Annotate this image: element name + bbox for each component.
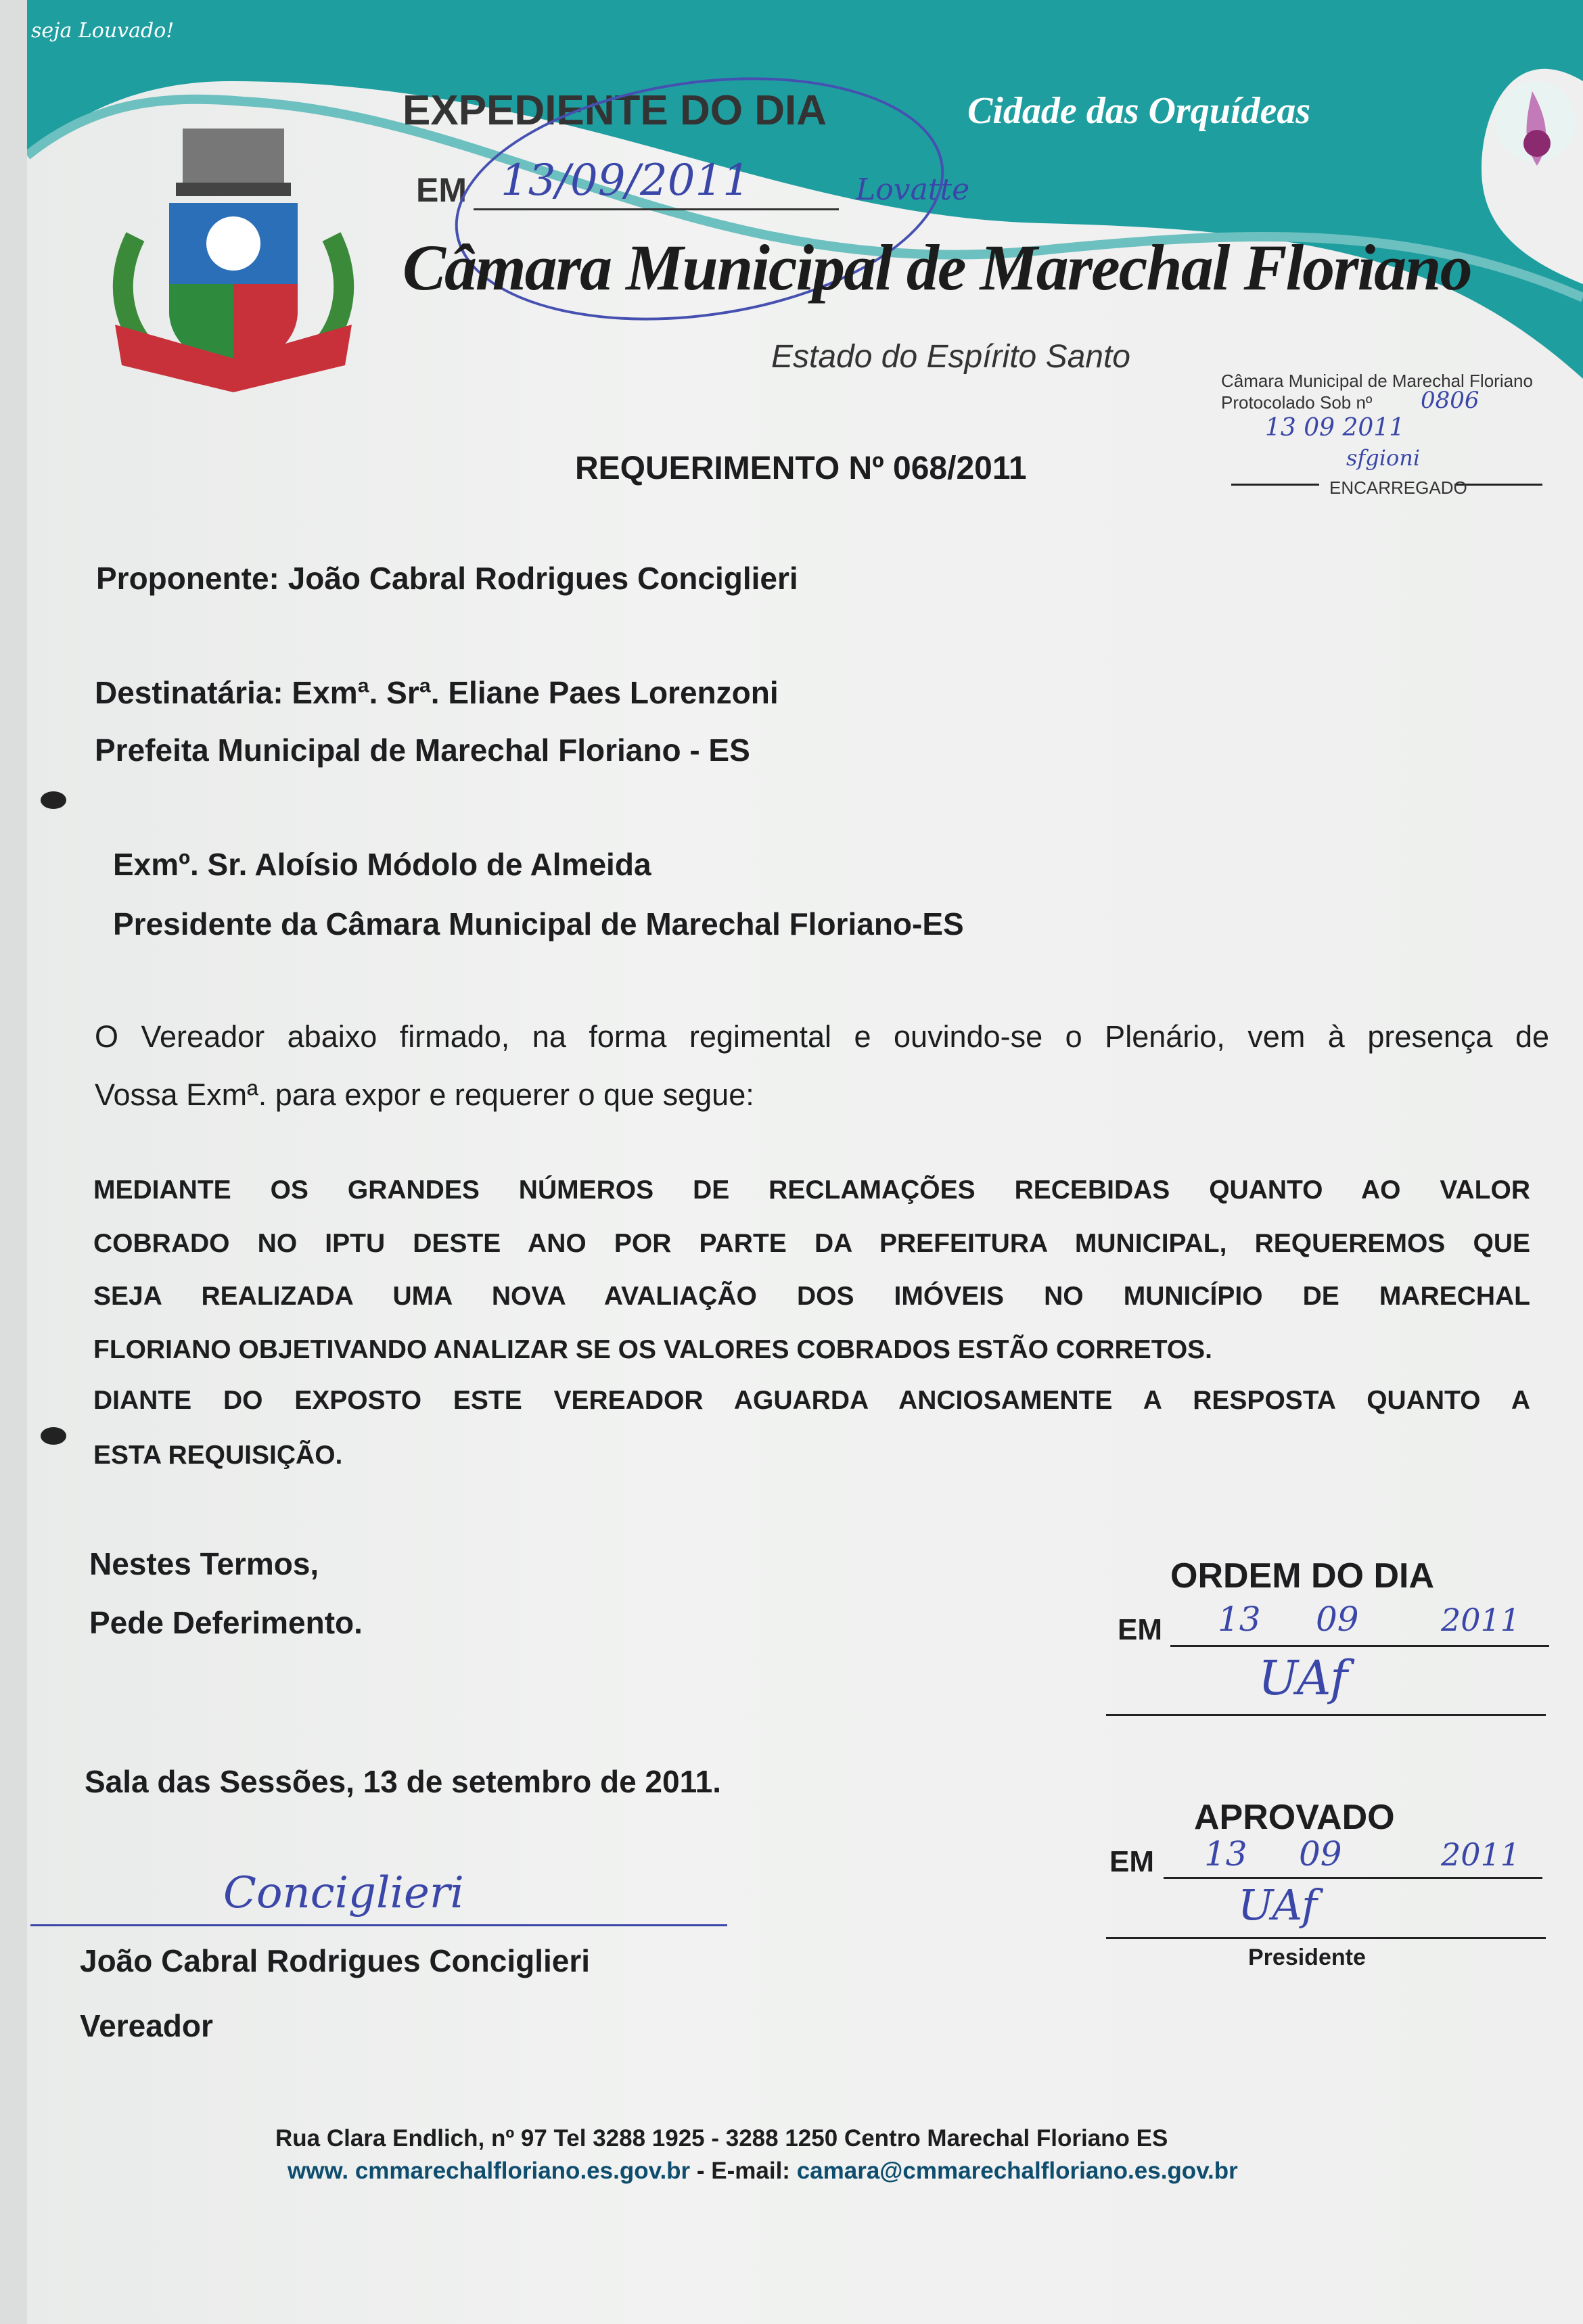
signer-name: João Cabral Rodrigues Conciglieri bbox=[80, 1943, 591, 1978]
aprovado-day: 13 bbox=[1204, 1834, 1247, 1874]
ordem-em: EM bbox=[1118, 1613, 1162, 1646]
aprovado-year: 2011 bbox=[1441, 1836, 1521, 1873]
aprovado-date-line bbox=[1164, 1877, 1542, 1879]
expediente-signature: Lovatte bbox=[856, 172, 970, 207]
expediente-label: EXPEDIENTE DO DIA bbox=[403, 87, 827, 134]
footer-email-label: - E-mail: bbox=[690, 2158, 797, 2184]
aprovado-signature: UAf bbox=[1238, 1880, 1317, 1930]
signature-line bbox=[30, 1924, 727, 1926]
punch-hole bbox=[41, 791, 66, 809]
ordem-do-dia-label: ORDEM DO DIA bbox=[1170, 1556, 1434, 1596]
expediente-date: 13/09/2011 bbox=[501, 156, 750, 206]
document-page bbox=[27, 0, 1583, 2324]
protocol-line1: Câmara Municipal de Marechal Floriano bbox=[1221, 371, 1533, 391]
document-title: REQUERIMENTO Nº 068/2011 bbox=[575, 450, 1027, 486]
copy-to: Exmº. Sr. Aloísio Módolo de Almeida bbox=[113, 847, 651, 882]
protocol-footer: ENCARREGADO bbox=[1329, 478, 1467, 498]
request-line: SEJA REALIZADA UMA NOVA AVALIAÇÃO DOS IMÓVEIS NO MUNICÍPIO DE MARECHAL bbox=[93, 1282, 1530, 1311]
ordem-signature-line bbox=[1106, 1714, 1546, 1716]
signer-role: Vereador bbox=[80, 2008, 213, 2043]
request-line: ESTA REQUISIÇÃO. bbox=[93, 1441, 343, 1470]
protocol-number: 0806 bbox=[1421, 387, 1479, 414]
aprovado-month: 09 bbox=[1299, 1834, 1342, 1874]
request-line: COBRADO NO IPTU DESTE ANO POR PARTE DA PREFEITURA MUNICIPAL, REQUEREMOS QUE bbox=[93, 1229, 1530, 1258]
closing-2: Pede Deferimento. bbox=[89, 1605, 363, 1640]
signer-signature: Conciglieri bbox=[223, 1868, 464, 1918]
closing-1: Nestes Termos, bbox=[89, 1546, 319, 1581]
footer-contact bbox=[288, 2158, 1238, 2185]
protocol-date: 13 09 2011 bbox=[1265, 414, 1405, 442]
request-line: MEDIANTE OS GRANDES NÚMEROS DE RECLAMAÇÕES RECEBIDAS QUANTO AO VALOR bbox=[93, 1176, 1530, 1205]
destinataria-role: Prefeita Municipal de Marechal Floriano - ES bbox=[95, 733, 750, 768]
footer-email[interactable]: camara@cmmarechalfloriano.es.gov.br bbox=[796, 2158, 1238, 2184]
slogan: Cidade das Orquídeas bbox=[967, 90, 1311, 132]
request-line: DIANTE DO EXPOSTO ESTE VEREADOR AGUARDA ANCIOSAMENTE A RESPOSTA QUANTO A bbox=[93, 1386, 1530, 1415]
ordem-signature: UAf bbox=[1258, 1650, 1348, 1706]
intro-line-1: O Vereador abaixo firmado, na forma regimental e ouvindo-se o Plenário, vem à presença de bbox=[95, 1019, 1549, 1054]
ordem-date-line bbox=[1170, 1645, 1549, 1647]
motto: seja Louvado! bbox=[31, 19, 175, 43]
footer-website[interactable]: www. cmmarechalfloriano.es.gov.br bbox=[288, 2158, 691, 2184]
institution-title: Câmara Municipal de Marechal Floriano bbox=[403, 231, 1471, 304]
footer-address: Rua Clara Endlich, nº 97 Tel 3288 1925 - 3288 1250 Centro Marechal Floriano ES bbox=[275, 2125, 1168, 2152]
ordem-month: 09 bbox=[1316, 1600, 1359, 1639]
intro-line-2: Vossa Exmª. para expor e requerer o que segue: bbox=[95, 1077, 754, 1112]
ordem-day: 13 bbox=[1218, 1600, 1261, 1639]
aprovado-label: APROVADO bbox=[1194, 1798, 1395, 1837]
aprovado-em: EM bbox=[1109, 1845, 1154, 1878]
proponente: Proponente: João Cabral Rodrigues Conciglieri bbox=[96, 561, 798, 596]
punch-hole bbox=[41, 1427, 66, 1445]
request-line: FLORIANO OBJETIVANDO ANALIZAR SE OS VALORES COBRADOS ESTÃO CORRETOS. bbox=[93, 1335, 1212, 1364]
aprovado-role: Presidente bbox=[1248, 1945, 1366, 1970]
ordem-year: 2011 bbox=[1441, 1602, 1521, 1638]
aprovado-signature-line bbox=[1106, 1937, 1546, 1939]
protocol-signature: sfgioni bbox=[1346, 445, 1421, 471]
destinataria: Destinatária: Exmª. Srª. Eliane Paes Lorenzoni bbox=[95, 675, 779, 710]
protocol-line2: Protocolado Sob nº bbox=[1221, 392, 1373, 413]
expediente-em: EM bbox=[416, 171, 467, 209]
copy-to-role: Presidente da Câmara Municipal de Marechal Floriano-ES bbox=[113, 906, 964, 942]
protocol-line-left bbox=[1231, 484, 1319, 486]
state-subtitle: Estado do Espírito Santo bbox=[771, 339, 1130, 375]
protocol-line-right bbox=[1454, 484, 1542, 486]
place-date: Sala das Sessões, 13 de setembro de 2011. bbox=[85, 1764, 722, 1799]
municipal-crest-icon bbox=[88, 115, 379, 399]
